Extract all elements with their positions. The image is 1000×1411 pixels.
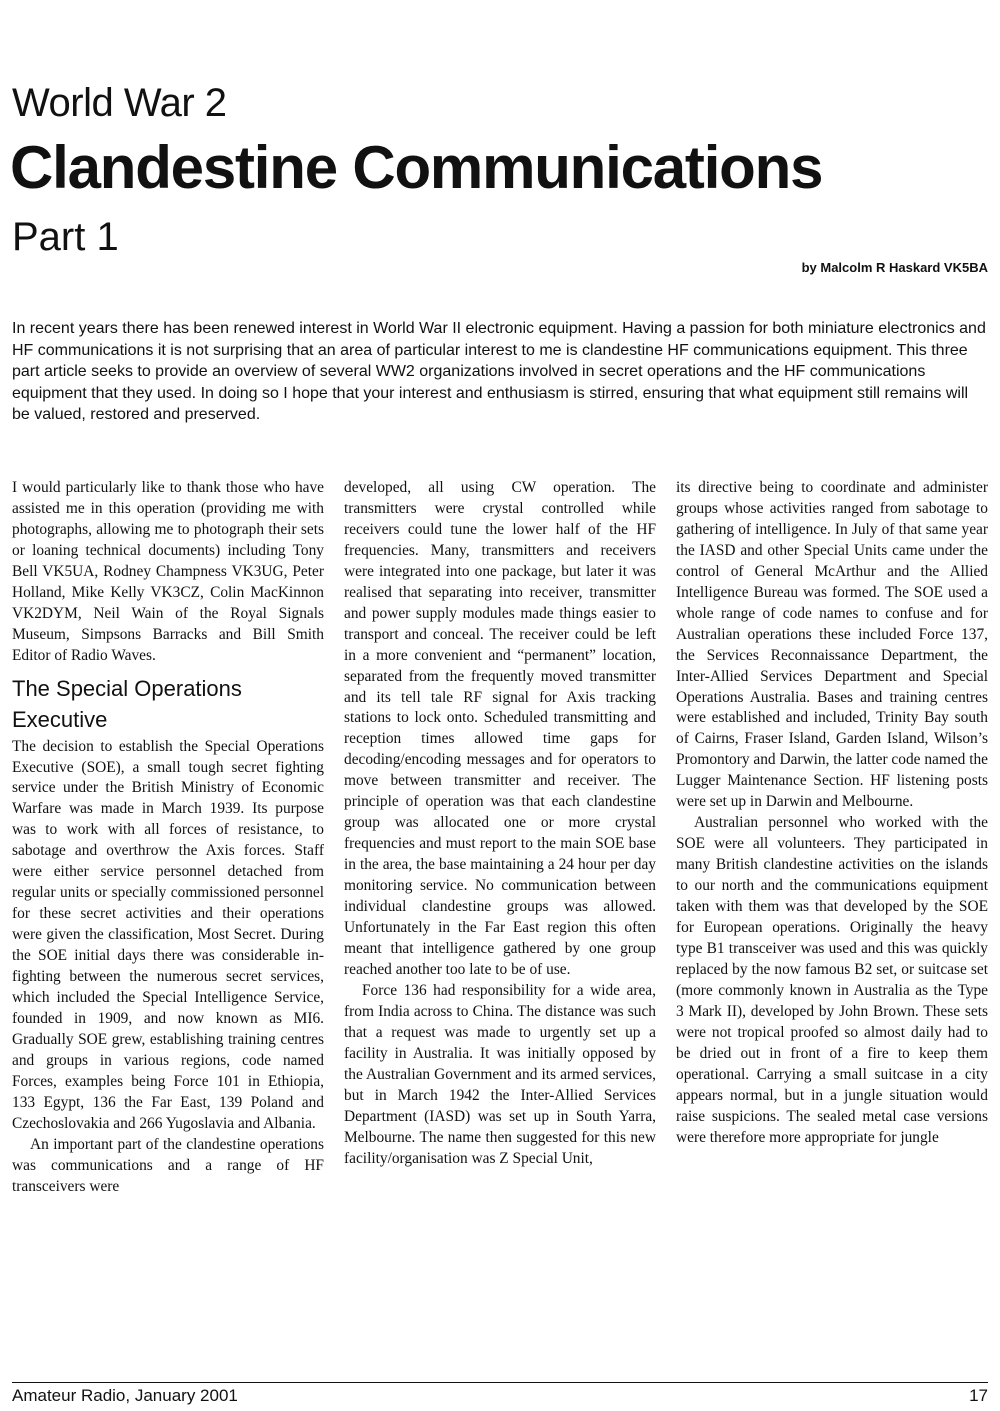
body-columns [12,478,988,1358]
article-kicker: World War 2 [12,81,227,125]
paragraph: its directive being to coordinate and administer groups whose activities ranged from sabotage to gathering of intelligence. In July of that same year the IASD and other Special Units came under the control of General McArthur and the Allied Intelligence Bureau was formed. The SOE used a whole range of code names to confuse and for Australian operations these included Force 137, the Services Reconnaissance Department, the Inter-Allied Services Department and Special Operations Australia. Bases and training centres were established and included, Trinity Bay south of Cairns, Fraser Island, Garden Island, Wilson’s Promontory and Darwin, the latter code named the Lugger Maintenance Section. HF listening posts were set up in Darwin and Melbourne. [676,479,988,811]
article-intro: In recent years there has been renewed interest in World War II electronic equipment. Having a passion for both miniature electronics and HF communications it is not surprising that an area of particular interest to me is clandestine HF communications equipment. This three part article seeks to provide an overview of several WW2 organizations involved in secret operations and the HF communications equipment that they used. In doing so I hope that your interest and enthusiasm is stirred, ensuring that what equipment still remains will be valued, restored and preserved. [12,320,986,423]
column-2 [344,478,656,1358]
section-heading: The Special Operations Executive [12,675,242,732]
paragraph: developed, all using CW operation. The transmitters were crystal controlled while receivers could tune the lower half of the HF frequencies. Many, transmitters and receivers were integrated into one package, but later it was realised that separating into receiver, transmitter and power supply modules made things easier to transport and conceal. The receiver could be left in a more convenient and “permanent” location, separated from the frequently moved transmitter and its tell tale RF signal for Axis tracking stations to lock onto. Scheduled transmitting and reception times allowed time gaps for decoding/encoding messages and for operators to move between transmitter and receiver. The principle of operation was that each clandestine group was allocated one or more crystal frequencies and must report to the main SOE base in the area, the base maintaining a 24 hour per day monitoring service. No communication between individual clandestine groups was allowed. Unfortunately in the Far East region this often meant that intelligence gathered by one group reached another too late to be of use. [344,479,656,978]
footer-page-number: 17 [969,1386,988,1405]
article-title: Clandestine Communications [10,134,823,201]
paragraph: The decision to establish the Special Operations Executive (SOE), a small tough secret fighting service under the British Ministry of Economic Warfare was made in March 1939. Its purpose was to work with all forces of resistance, to sabotage and overthrow the Axis forces. Staff were either service personnel detached from regular units or specially commissioned personnel for these secret activities and their operations were given the classification, Most Secret. During the SOE initial days there was considerable in-fighting between the numerous secret services, which included the Special Intelligence Service, founded in 1909, and now known as MI6. Gradually SOE grew, establishing training centres and groups in various regions, code named Forces, examples being Force 101 in Ethiopia, 133 Egypt, 136 the Far East, 139 Poland and Czechoslovakia and 266 Yugoslavia and Albania. [12,737,324,1132]
footer-publication: Amateur Radio, January 2001 [12,1386,238,1405]
paragraph: I would particularly like to thank those who have assisted me in this operation (providing me with photographs, allowing me to photograph their sets or loaning technical documents) including Tony Bell VK5UA, Rodney Champness VK3UG, Peter Holland, Mike Kelly VK3CZ, Colin MacKinnon VK2DYM, Neil Wain of the Royal Signals Museum, Simpsons Barracks and Bill Smith Editor of Radio Waves. [12,479,324,664]
column-3 [676,478,988,1358]
column-1 [12,478,324,1358]
paragraph: An important part of the clandestine operations was communications and a range of HF transceivers were [12,1135,324,1195]
article-subtitle: Part 1 [12,215,119,259]
article-byline: by Malcolm R Haskard VK5BA [801,260,988,275]
paragraph: Force 136 had responsibility for a wide area, from India across to China. The distance was such that a request was made to urgently set up a facility in Australia. It was initially opposed by the Australian Government and its armed services, but in March 1942 the Inter-Allied Services Department (IASD) was set up in South Yarra, Melbourne. The name then suggested for this new facility/organisation was Z Special Unit, [344,981,656,1167]
paragraph: Australian personnel who worked with the SOE were all volunteers. They participated in many British clandestine activities on the islands to our north and the communications equipment taken with them was that developed by the SOE for European operations. Originally the heavy type B1 transceiver was used and this was quickly replaced by the now famous B2 set, or suitcase set (more commonly known in Australia as the Type 3 Mark II), developed by John Brown. These sets were not tropical proofed so almost daily had to be dried out in front of a fire to keep them operational. Carrying a small suitcase in a city appears normal, but in a jungle situation would raise suspicions. The sealed metal case versions were therefore more appropriate for jungle [676,814,988,1146]
footer-divider [12,1382,988,1383]
